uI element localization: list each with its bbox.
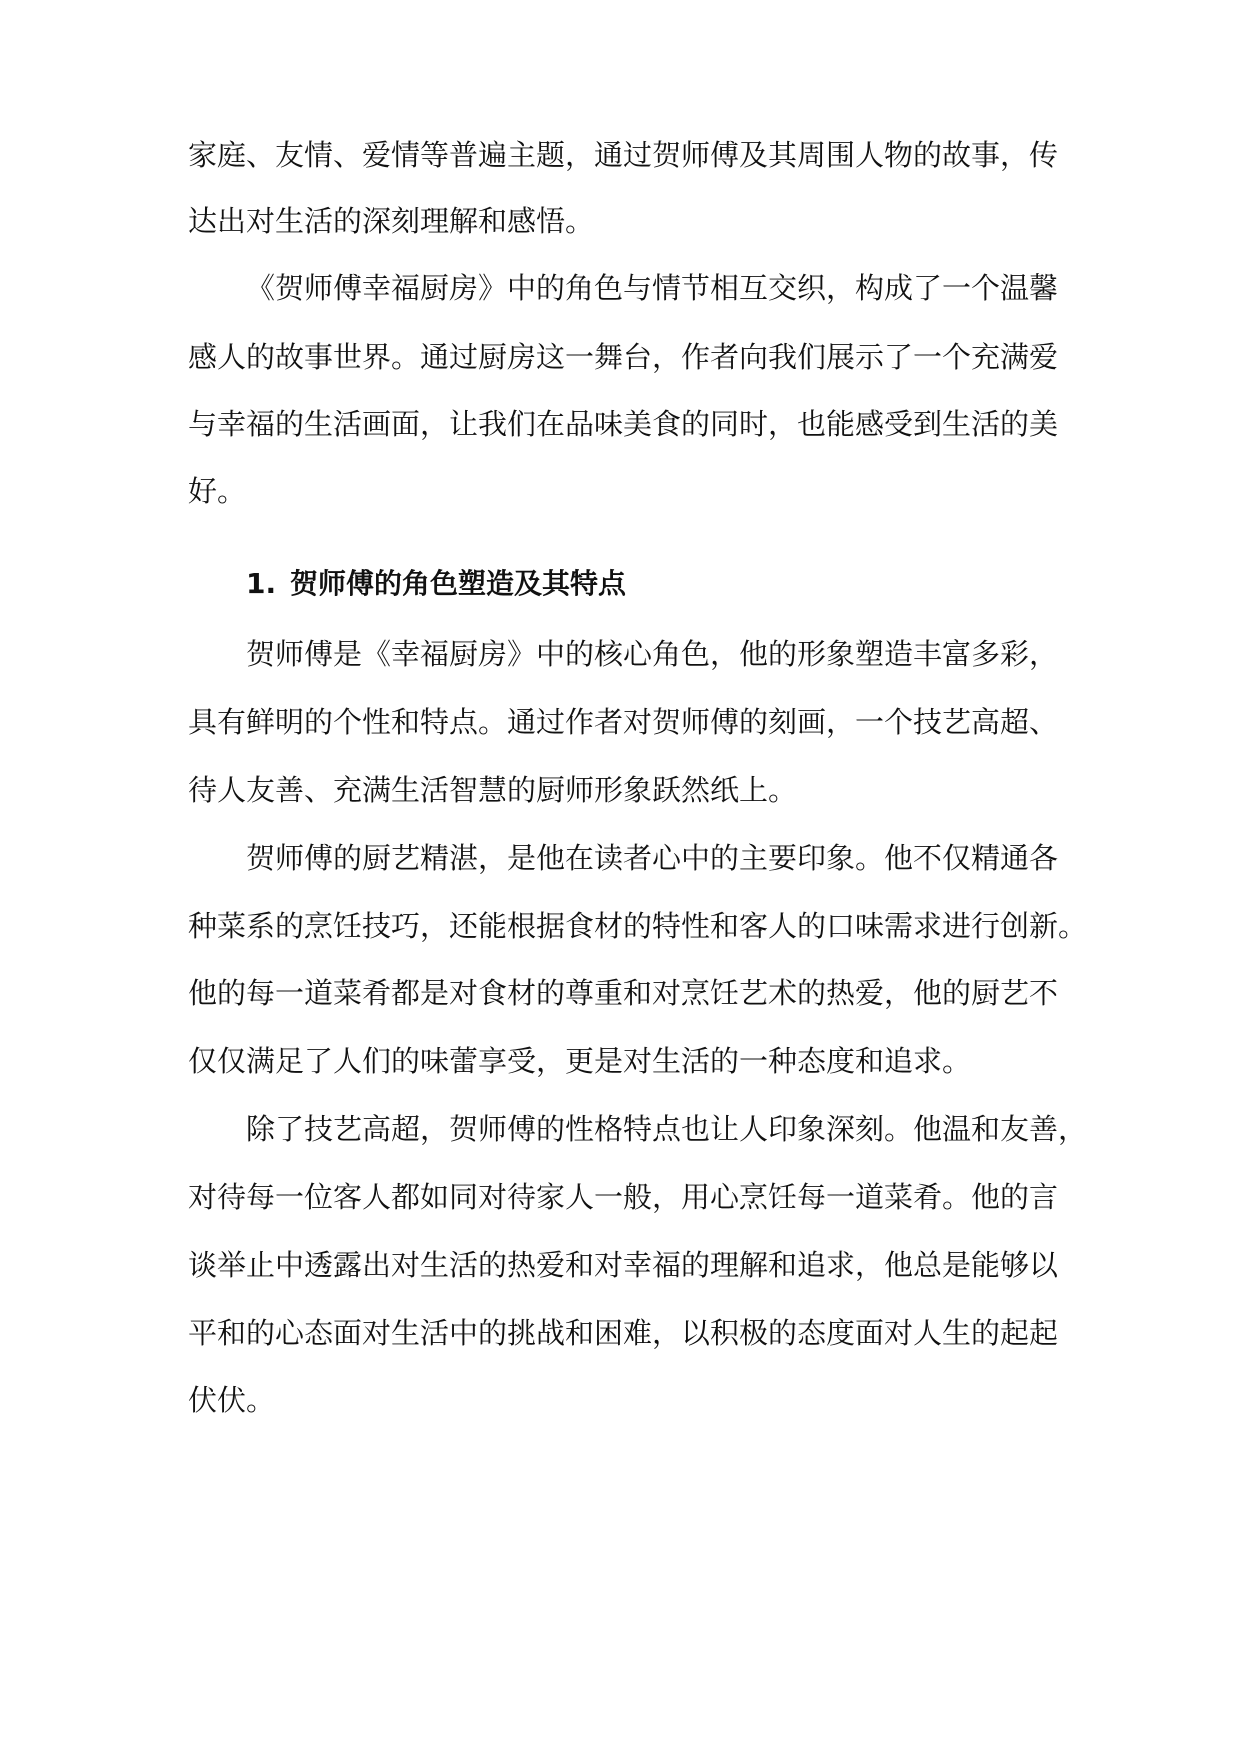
paragraph-4-line-1: 贺师傅的厨艺精湛，是他在读者心中的主要印象。他不仅精通各 — [246, 841, 1059, 875]
paragraph-2-line-3: 与幸福的生活画面，让我们在品味美食的同时，也能感受到生活的美 — [188, 407, 1059, 441]
section-heading-text: 贺师傅的角色塑造及其特点 — [290, 567, 627, 600]
paragraph-5-line-5: 伏伏。 — [188, 1383, 276, 1417]
paragraph-2-line-2: 感人的故事世界。通过厨房这一舞台，作者向我们展示了一个充满爱 — [188, 340, 1059, 374]
paragraph-3-line-2: 具有鲜明的个性和特点。通过作者对贺师傅的刻画，一个技艺高超、 — [188, 705, 1059, 739]
paragraph-5-line-2: 对待每一位客人都如同对待家人一般，用心烹饪每一道菜肴。他的言 — [188, 1180, 1059, 1214]
paragraph-1-line-2: 达出对生活的深刻理解和感悟。 — [188, 204, 595, 238]
section-heading — [246, 564, 1068, 604]
paragraph-3-line-3: 待人友善、充满生活智慧的厨师形象跃然纸上。 — [188, 773, 798, 807]
paragraph-4-line-3: 他的每一道菜肴都是对食材的尊重和对烹饪艺术的热爱，他的厨艺不 — [188, 976, 1059, 1010]
paragraph-5-line-1: 除了技艺高超，贺师傅的性格特点也让人印象深刻。他温和友善， — [246, 1112, 1088, 1146]
section-heading-number: 1. — [246, 567, 277, 600]
paragraph-2-line-4: 好。 — [188, 474, 247, 508]
paragraph-3-line-1: 贺师傅是《幸福厨房》中的核心角色，他的形象塑造丰富多彩， — [246, 637, 1059, 671]
paragraph-4-line-4: 仅仅满足了人们的味蕾享受，更是对生活的一种态度和追求。 — [188, 1044, 972, 1078]
paragraph-5-line-4: 平和的心态面对生活中的挑战和困难，以积极的态度面对人生的起起 — [188, 1316, 1059, 1350]
paragraph-1-line-1: 家庭、友情、爱情等普遍主题，通过贺师傅及其周围人物的故事，传 — [188, 138, 1059, 172]
paragraph-4-line-2: 种菜系的烹饪技巧，还能根据食材的特性和客人的口味需求进行创新。 — [188, 909, 1088, 943]
paragraph-5-line-3: 谈举止中透露出对生活的热爱和对幸福的理解和追求，他总是能够以 — [188, 1248, 1059, 1282]
paragraph-2-line-1: 《贺师傅幸福厨房》中的角色与情节相互交织，构成了一个温馨 — [246, 271, 1059, 305]
